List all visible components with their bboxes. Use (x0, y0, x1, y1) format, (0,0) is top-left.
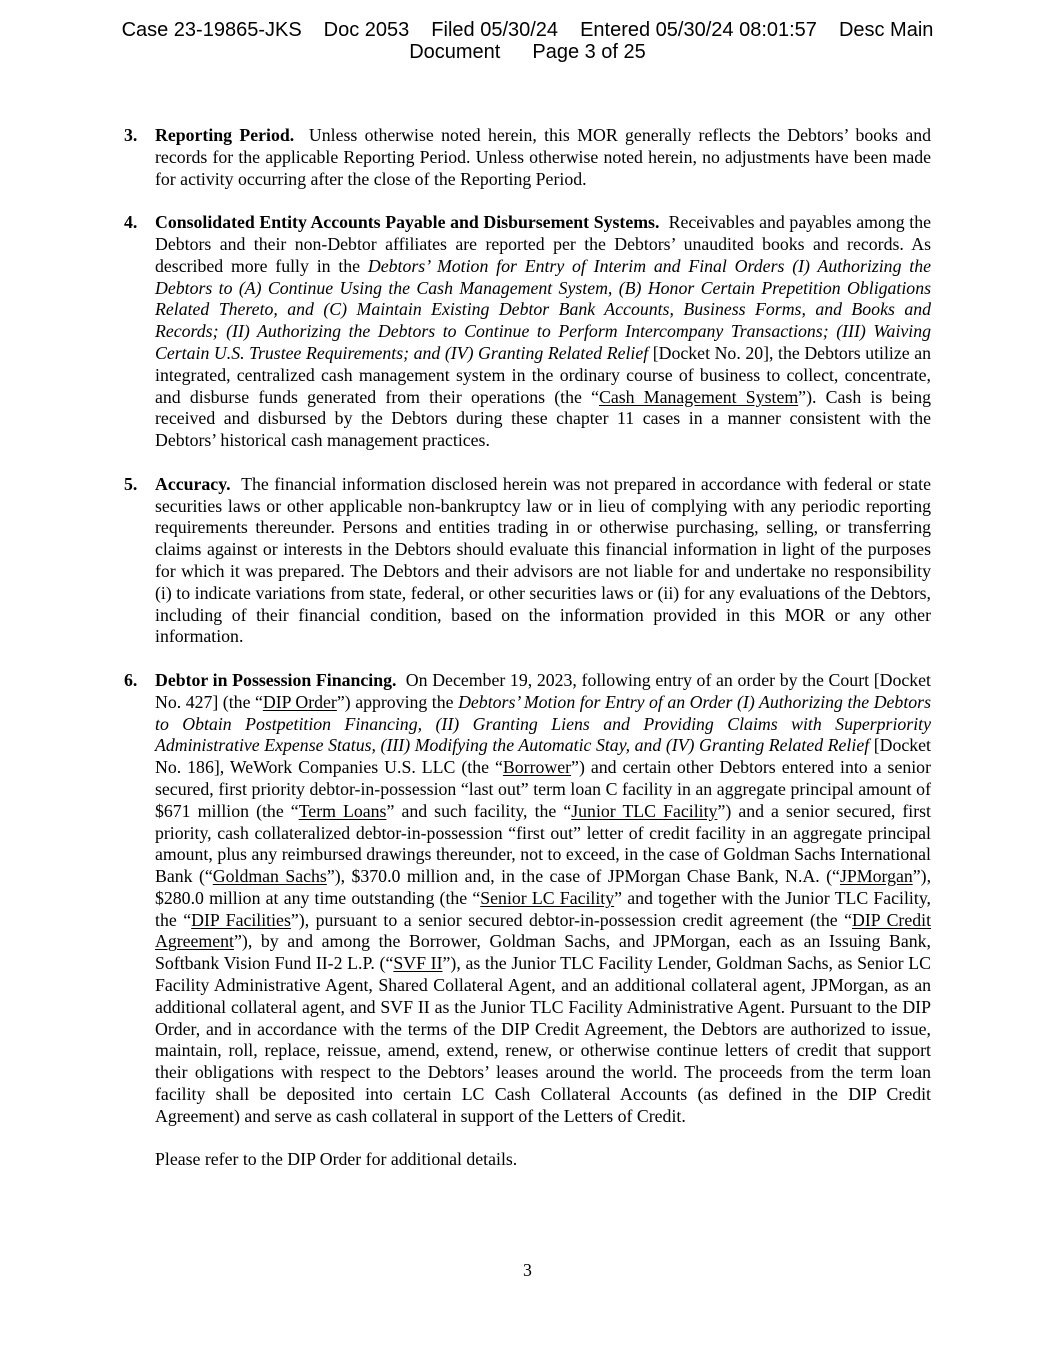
section-title: Debtor in Possession Financing. (155, 669, 397, 690)
section-text: ”), by and among the Borrower, Goldman Sachs, and JPMorgan, each as an Issuing Bank, Softbank Vision Fund II-2 L.P. (“ (155, 931, 931, 974)
section-text: [Docket No. 186], WeWork Companies U.S. LLC (the “ (155, 735, 932, 778)
section-text: Unless otherwise noted herein, this MOR generally reflects the Debtors’ books and records for the applicable Reporting Period. Unless otherwise noted herein, no adjustments have been made for activity occurring after the close of the Reporting Period. (155, 125, 931, 189)
section-text: ” and such facility, the “ (386, 800, 572, 821)
defined-term: Junior TLC Facility (571, 800, 718, 821)
section-text: The financial information disclosed herein was not prepared in accordance with federal or state securities laws or other applicable non-bankruptcy law or in lieu of complying with any periodic reporting requirements thereunder. Persons and entities trading in or otherwise purchasing, selling, or transferring claims against or interests in the Debtors should evaluate this financial information in light of the purposes for which it was prepared. The Debtors and their advisors are not liable for and undertake no responsibility (i) to indicate variations from state, federal, or other securities laws or (ii) for any evaluations of the Debtors, including of their financial condition, based on the information provided in this MOR or any other information. (155, 473, 931, 647)
filed-date: Filed 05/30/24 (431, 19, 559, 41)
defined-term: Goldman Sachs (212, 866, 327, 887)
section-number: 3. (124, 125, 138, 145)
section-number: 6. (124, 669, 138, 690)
defined-term: Term Loans (298, 800, 387, 821)
section-number: 4. (124, 212, 138, 233)
header-page: Page 3 of 25 (532, 41, 646, 63)
defined-term: SVF II (393, 953, 443, 974)
page-number: 3 (523, 1260, 532, 1280)
section-title: Accuracy. (155, 473, 231, 494)
section-text: ”) and certain other Debtors entered into a senior secured, first priority debtor-in-possession “last out” term loan C facility in an aggregate principal amount of $671 million (the “ (155, 757, 931, 821)
section-text: On December 19, 2023, following entry of an order by the Court [Docket No. 427] (the “ (155, 669, 931, 712)
doc-number: Doc 2053 (323, 19, 410, 41)
section-text: ”). Cash is being received and disbursed by the Debtors during these chapter 11 cases in a manner consistent with the Debtors’ historical cash management practices. (155, 386, 931, 451)
defined-term: DIP Credit Agreement (155, 909, 932, 952)
defined-term: DIP Order (262, 691, 337, 712)
section-text: ”) and a senior secured, first priority, cash collateralized debtor-in-possession “first out” letter of credit facility in an aggregate principal amount, plus any reimbursed drawings thereunder, not to exceed, in the case of Goldman Sachs International Bank (“ (155, 800, 931, 887)
section-title: Reporting Period. (155, 125, 295, 145)
motion-title: Debtors’ Motion for Entry of an Order (I) Authorizing the Debtors to Obtain Postpetition Financing, (II) Granting Liens and Providing Claims with Superpriority Administrative Expense Status, (III) Modifying the Automatic Stay, and (IV) Granting Related Relief (155, 691, 931, 756)
section-text: Receivables and payables among the Debtors and their non-Debtor affiliates are reported per the Debtors’ unaudited books and records. As described more fully in the (155, 212, 931, 276)
defined-term: DIP Facilities (191, 909, 291, 930)
defined-term: Senior LC Facility (480, 887, 615, 908)
defined-term: Borrower (502, 757, 572, 778)
section-number: 5. (124, 473, 138, 494)
document-body (124, 125, 931, 1171)
section-text: ”), $280.0 million at any time outstanding (the “ (155, 866, 932, 908)
section-title: Consolidated Entity Accounts Payable and Disbursement Systems. (155, 212, 660, 233)
section-consolidated-entity-accounts (124, 212, 931, 452)
doc-desc: Desc Main (838, 19, 934, 41)
section-text: ”), $370.0 million and, in the case of JPMorgan Chase Bank, N.A. (“ (326, 866, 840, 887)
section-text: ” and together with the Junior TLC Facility, the “ (155, 887, 931, 930)
court-filing-header (0, 19, 1055, 63)
defined-term: Cash Management System (599, 386, 799, 407)
section-accuracy (124, 474, 931, 648)
closing-note: Please refer to the DIP Order for additional details. (155, 1149, 518, 1170)
motion-title: Debtors’ Motion for Entry of Interim and Final Orders (I) Authorizing the Debtors to (A) Continue Using the Cash Management System, (B) Honor Certain Prepetition Obligations Related Thereto, and (C) Maintain Existing Debtor Bank Accounts, Business Forms, and Books and Records; (II) Authorizing the Debtors to Continue to Perform Intercompany Transactions; (III) Waiving Certain U.S. Trustee Requirements; and (IV) Granting Related Relief (155, 255, 931, 363)
section-reporting-period (124, 125, 931, 190)
section-dip-financing (124, 670, 931, 1128)
section-text: ”), pursuant to a senior secured debtor-in-possession credit agreement (the “ (290, 909, 853, 930)
section-text: [Docket No. 20], the Debtors utilize an integrated, centralized cash management system in the ordinary course of business to collect, concentrate, and disburse funds generated from their operations (the “ (155, 342, 931, 407)
section-text: ”), as the Junior TLC Facility Lender, Goldman Sachs, as Senior LC Facility Administrative Agent, Shared Collateral Agent, and an additional collateral agent, JPMorgan, as an additional collateral agent, and SVF II as the Junior TLC Facility Administrative Agent. Pursuant to the DIP Order, and in accordance with the terms of the DIP Credit Agreement, the Debtors are authorized to issue, maintain, roll, replace, reissue, amend, extend, renew, or otherwise continue letters of credit that support their obligations with respect to the Debtors’ leases around the world. The proceeds from the term loan facility shall be deposited into certain LC Cash Collateral Accounts (as defined in the DIP Credit Agreement) and serve as cash collateral in support of the Letters of Credit. (155, 953, 931, 1126)
doc-type: Document (409, 41, 501, 63)
header-line-2 (0, 41, 1055, 63)
entered-date: Entered 05/30/24 08:01:57 (580, 19, 817, 41)
section-text: ”) approving the (336, 691, 454, 712)
case-number: Case 23-19865-JKS (121, 19, 302, 41)
header-line-1 (0, 19, 1055, 41)
defined-term: JPMorgan (839, 866, 913, 887)
